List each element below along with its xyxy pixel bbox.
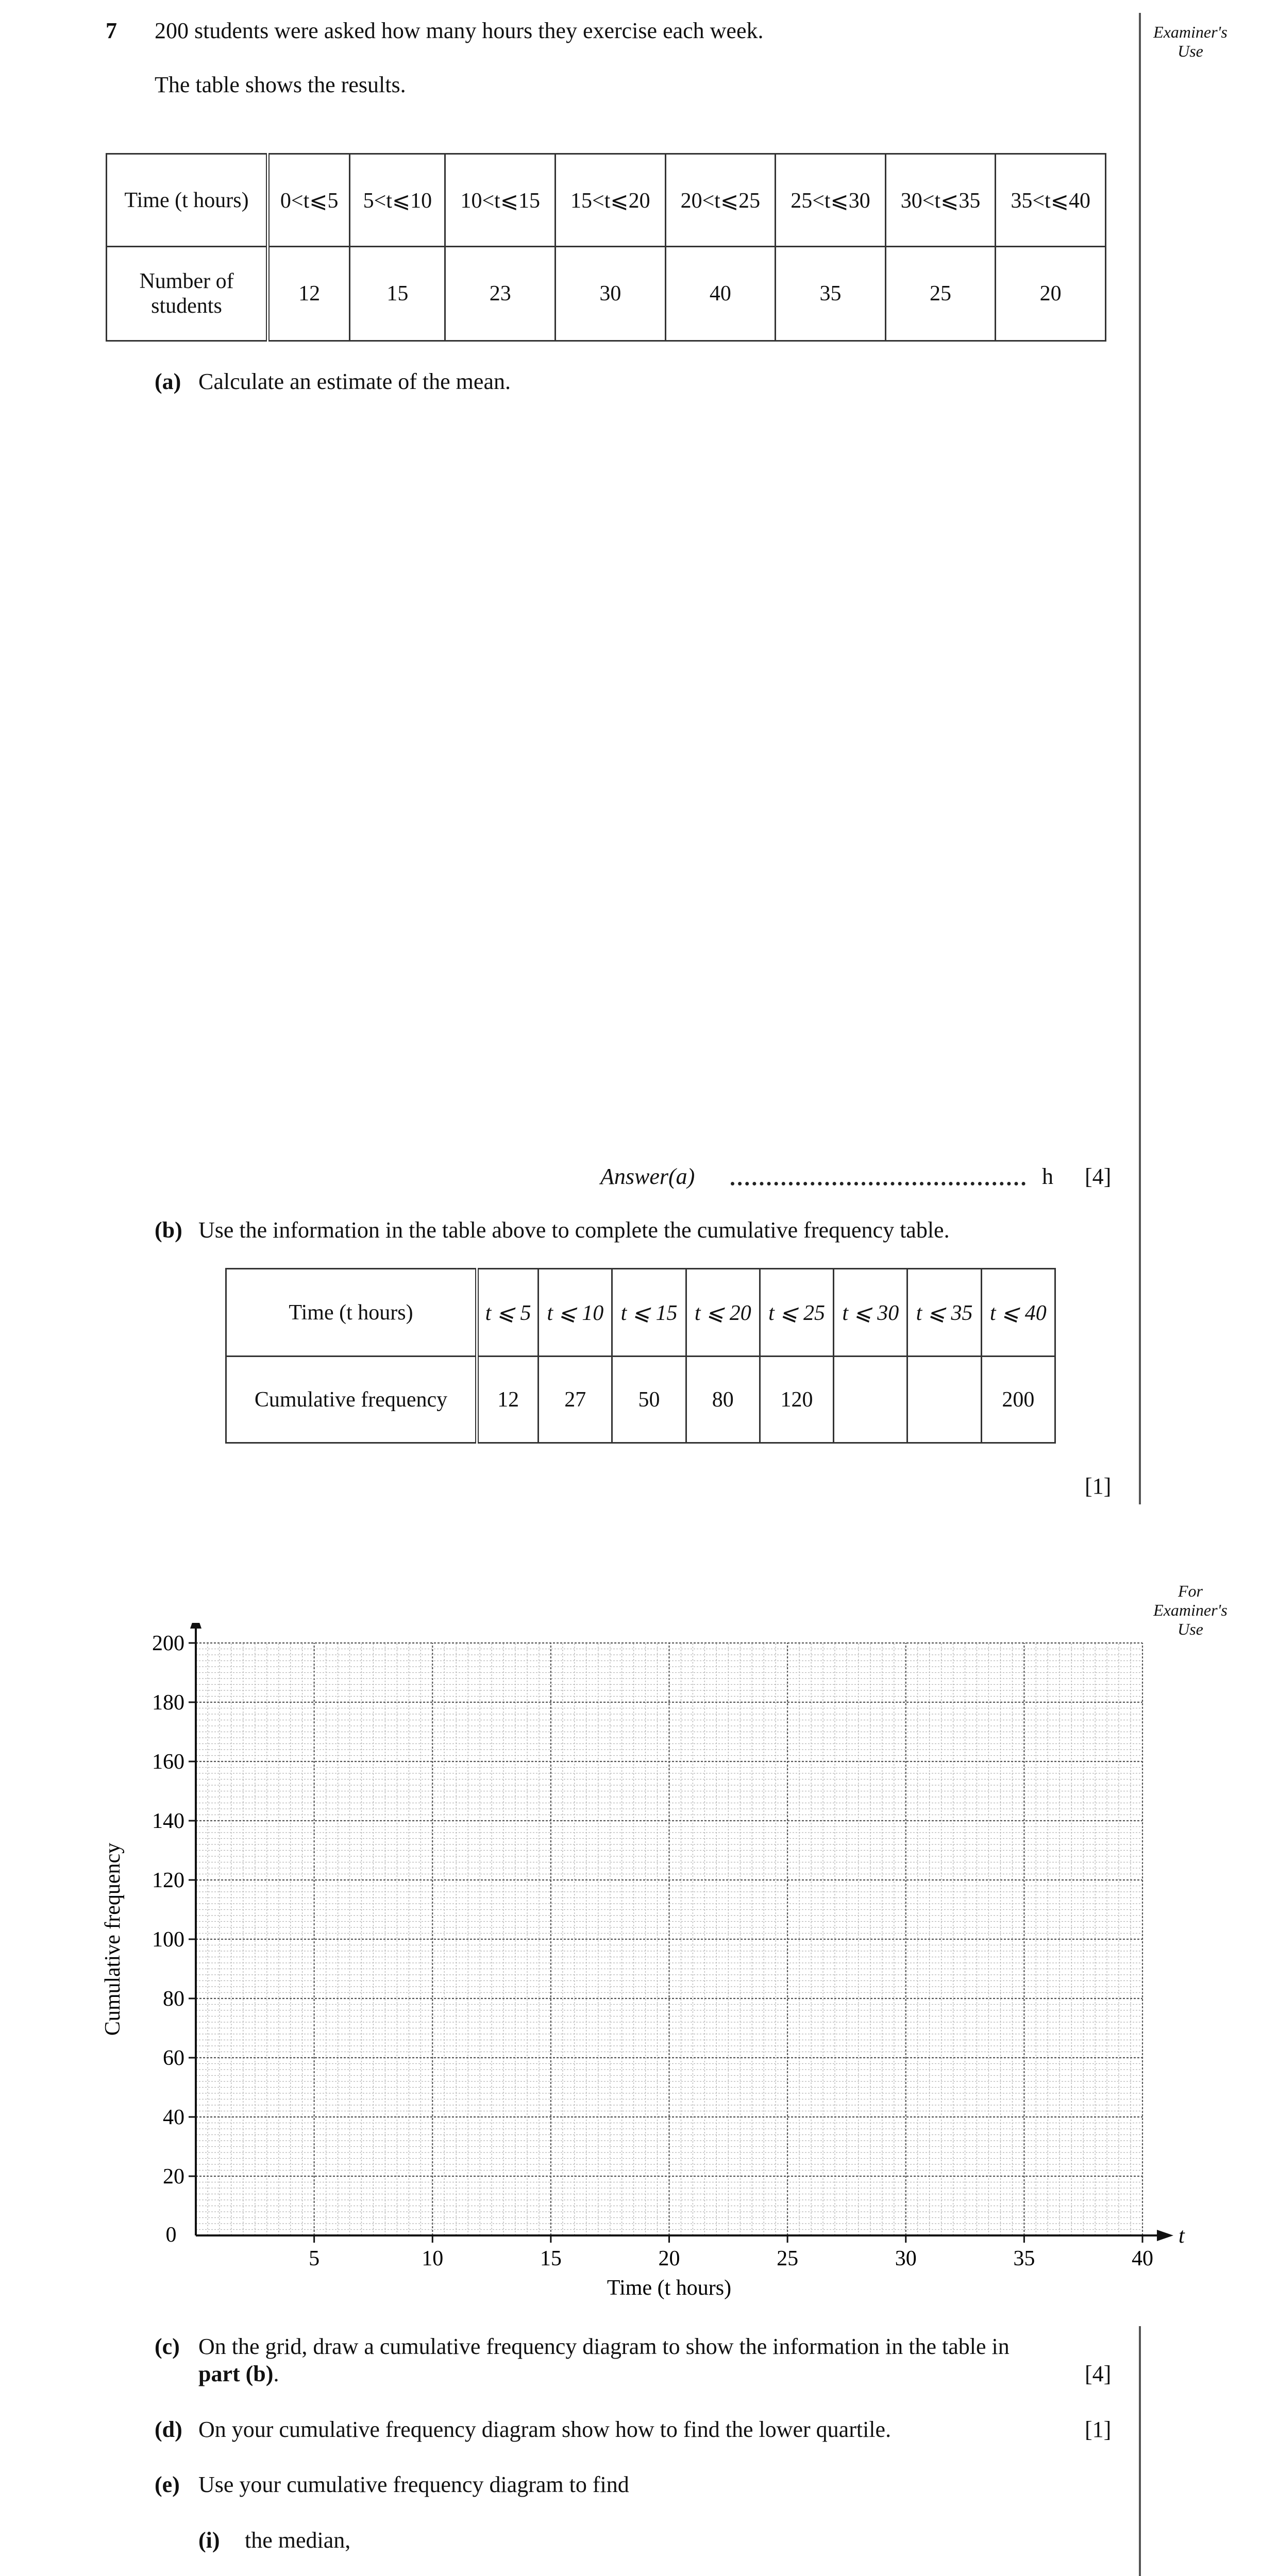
part-a-text: Calculate an estimate of the mean. <box>198 369 511 394</box>
cf-interval-cell: t ⩽ 20 <box>686 1269 760 1357</box>
part-b-marks: [1] <box>1085 1473 1112 1499</box>
table-header-time: Time (t hours) <box>107 154 268 247</box>
part-c-period: . <box>273 2361 279 2386</box>
question-intro-2: The table shows the results. <box>155 72 406 97</box>
frequency-cell: 23 <box>445 247 556 341</box>
y-tick-label: 20 <box>163 2165 184 2189</box>
cf-header-time: Time (t hours) <box>226 1269 477 1357</box>
part-d-text: On your cumulative frequency diagram show how to find the lower quartile. <box>198 2417 892 2442</box>
frequency-cell: 40 <box>665 247 776 341</box>
part-c-label: (c) <box>155 2334 180 2359</box>
cf-value-cell: 12 <box>477 1357 539 1443</box>
x-tick-label: 30 <box>895 2247 917 2270</box>
x-tick-label: 20 <box>658 2247 680 2270</box>
y-tick-label: 160 <box>152 1750 184 1774</box>
y-tick-label: 200 <box>152 1632 184 1655</box>
x-tick-label: 25 <box>777 2247 799 2270</box>
cumulative-frequency-table <box>225 1268 1056 1444</box>
cf-interval-cell: t ⩽ 10 <box>539 1269 612 1357</box>
frequency-table <box>106 153 1106 342</box>
frequency-cell: 30 <box>556 247 666 341</box>
cf-interval-cell: t ⩽ 30 <box>834 1269 907 1357</box>
frequency-cell: 12 <box>268 247 350 341</box>
part-d-marks: [1] <box>1085 2417 1112 2442</box>
margin-line: For <box>1178 1582 1203 1600</box>
y-tick-label: 140 <box>152 1809 184 1833</box>
margin-line: Examiner's <box>1153 23 1227 41</box>
margin-line: Use <box>1178 41 1203 60</box>
x-tick-label: 40 <box>1132 2247 1153 2270</box>
x-axis-arrow-icon <box>1157 2230 1173 2241</box>
answer-a-unit: h <box>1042 1164 1053 1189</box>
y-tick-label: 100 <box>152 1928 184 1952</box>
cf-interval-cell: t ⩽ 15 <box>612 1269 686 1357</box>
y-tick-label: 120 <box>152 1869 184 1892</box>
cf-interval-cell: t ⩽ 5 <box>477 1269 539 1357</box>
y-tick-label: 40 <box>163 2106 184 2129</box>
cf-value-cell: 200 <box>981 1357 1055 1443</box>
cumulative-frequency-grid[interactable] <box>93 1623 1201 2313</box>
y-tick-label: 80 <box>163 1987 184 2011</box>
interval-cell: 20<t⩽25 <box>665 154 776 247</box>
part-e-label: (e) <box>155 2472 180 2497</box>
part-c-text-line2 <box>198 2360 279 2388</box>
y-tick-label: 60 <box>163 2046 184 2070</box>
cf-header-frequency: Cumulative frequency <box>226 1357 477 1443</box>
y-axis-arrow-icon <box>190 1623 201 1629</box>
part-e-i-label: (i) <box>198 2528 220 2553</box>
cf-value-cell: 27 <box>539 1357 612 1443</box>
cf-interval-cell: t ⩽ 35 <box>907 1269 981 1357</box>
cf-interval-cell: t ⩽ 40 <box>981 1269 1055 1357</box>
y-tick-label: 180 <box>152 1691 184 1715</box>
x-tick-label: 5 <box>309 2247 320 2270</box>
interval-cell: 10<t⩽15 <box>445 154 556 247</box>
frequency-cell: 20 <box>996 247 1106 341</box>
margin-rule-top <box>1139 13 1141 1504</box>
x-tick-label: 10 <box>422 2247 444 2270</box>
x-tick-label: 35 <box>1013 2247 1035 2270</box>
interval-cell: 30<t⩽35 <box>885 154 996 247</box>
part-e-i-text: the median, <box>245 2528 351 2553</box>
part-a-label: (a) <box>155 369 181 394</box>
question-intro: 200 students were asked how many hours they exercise each week. <box>155 18 764 43</box>
part-e-text: Use your cumulative frequency diagram to find <box>198 2472 629 2497</box>
frequency-cell: 15 <box>350 247 445 341</box>
interval-cell: 5<t⩽10 <box>350 154 445 247</box>
answer-a-line[interactable] <box>731 1182 1025 1185</box>
answer-a-label: Answer(a) <box>600 1164 695 1189</box>
question-number: 7 <box>106 18 117 43</box>
margin-line: Examiner's <box>1153 1600 1227 1619</box>
cf-value-cell: 80 <box>686 1357 760 1443</box>
x-axis-title: Time (t hours) <box>607 2276 732 2300</box>
interval-cell: 15<t⩽20 <box>556 154 666 247</box>
frequency-cell: 35 <box>776 247 886 341</box>
y-axis-title: Cumulative frequency <box>101 1842 125 2036</box>
table-header-students: Number of students <box>107 247 268 341</box>
interval-cell: 0<t⩽5 <box>268 154 350 247</box>
cf-value-cell: 50 <box>612 1357 686 1443</box>
cf-interval-cell: t ⩽ 25 <box>760 1269 833 1357</box>
part-c-marks: [4] <box>1085 2361 1112 2386</box>
interval-cell: 25<t⩽30 <box>776 154 886 247</box>
part-b-label: (b) <box>155 1217 182 1243</box>
examiners-use-label-top <box>1149 23 1232 61</box>
margin-rule-bottom <box>1139 2326 1141 2576</box>
interval-cell: 35<t⩽40 <box>996 154 1106 247</box>
cf-value-cell: 120 <box>760 1357 833 1443</box>
cf-blank-cell[interactable] <box>834 1357 907 1443</box>
part-c-text-line1: On the grid, draw a cumulative frequency diagram to show the information in the table in <box>198 2334 1010 2359</box>
part-d-label: (d) <box>155 2417 182 2442</box>
part-b-reference: part (b) <box>198 2361 274 2386</box>
x-axis-letter: t <box>1179 2224 1185 2248</box>
x-tick-label: 15 <box>540 2247 562 2270</box>
frequency-cell: 25 <box>885 247 996 341</box>
margin-line: Use <box>1178 1619 1203 1638</box>
cf-blank-cell[interactable] <box>907 1357 981 1443</box>
x-tick-label: 0 <box>165 2223 177 2247</box>
part-b-text: Use the information in the table above to complete the cumulative frequency table. <box>198 1217 950 1243</box>
part-a-marks: [4] <box>1085 1164 1112 1189</box>
